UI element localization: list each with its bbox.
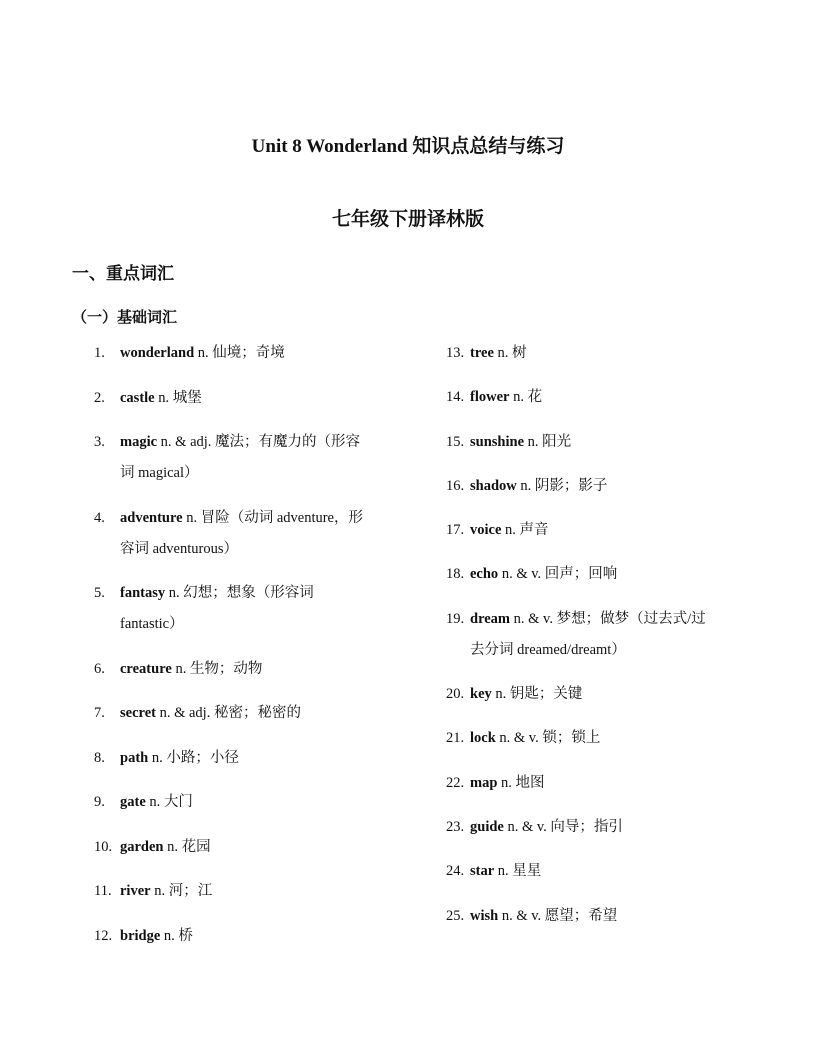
- vocab-number: 23.: [446, 818, 465, 835]
- vocab-definition: n. 花: [509, 389, 543, 406]
- vocab-item: [94, 338, 394, 369]
- vocab-word: key: [470, 686, 492, 703]
- vocab-column-right: [446, 338, 746, 945]
- vocab-item: [94, 654, 394, 685]
- vocab-definition: n. 幻想；想象（形容词: [165, 585, 314, 601]
- vocab-number: 6.: [94, 660, 105, 677]
- vocab-definition: n. 生物；动物: [171, 660, 263, 677]
- vocab-word: sunshine: [470, 433, 525, 450]
- vocab-word: magic: [120, 434, 158, 450]
- vocab-item: [94, 503, 394, 565]
- vocab-word: fantasy: [120, 585, 166, 601]
- vocab-definition: n. & v. 愿望；希望: [498, 907, 618, 924]
- vocab-number: 17.: [446, 522, 465, 539]
- vocab-definition: n. 阳光: [524, 433, 572, 450]
- vocab-definition: n. 树: [493, 345, 527, 361]
- vocab-number: 18.: [446, 566, 465, 583]
- vocab-number: 5.: [94, 585, 105, 601]
- vocab-definition: n. 仙境；奇境: [194, 345, 285, 361]
- vocab-item: [446, 856, 746, 887]
- vocab-item: [446, 471, 746, 502]
- section-heading: 一、重点词汇: [72, 264, 174, 283]
- vocab-number: 12.: [94, 927, 113, 944]
- vocab-item: [446, 427, 746, 458]
- vocab-number: 21.: [446, 730, 465, 747]
- vocab-number: 2.: [94, 389, 105, 406]
- vocab-word: secret: [120, 705, 156, 721]
- vocab-definition: n. 河；江: [150, 883, 213, 899]
- document-title: Unit 8 Wonderland 知识点总结与练习: [251, 136, 565, 157]
- vocab-number: 15.: [446, 433, 465, 450]
- vocab-word: voice: [470, 522, 502, 539]
- vocab-number: 22.: [446, 774, 465, 791]
- vocab-definition: n. & v. 梦想；做梦（过去式/过: [510, 610, 706, 627]
- vocab-number: 11.: [94, 883, 112, 899]
- vocab-item: [94, 876, 394, 907]
- vocab-word: map: [470, 774, 498, 791]
- vocab-item: [446, 812, 746, 843]
- vocab-number: 4.: [94, 509, 105, 526]
- vocab-item: [446, 901, 746, 932]
- vocab-definition: n. 冒险（动词 adventure，形: [182, 509, 363, 526]
- vocab-number: 8.: [94, 749, 105, 766]
- vocab-item: [446, 338, 746, 369]
- vocab-definition: n. 地图: [497, 774, 545, 791]
- vocab-word: dream: [470, 610, 511, 627]
- vocab-definition: n. 桥: [160, 927, 193, 944]
- vocab-number: 7.: [94, 705, 105, 721]
- vocab-definition-continued: 容词 adventurous）: [120, 540, 238, 557]
- vocab-item: [446, 679, 746, 710]
- vocab-definition: n. & v. 锁；锁上: [495, 730, 601, 747]
- vocab-definition: n. 阴影；影子: [516, 477, 608, 494]
- vocab-word: echo: [470, 566, 499, 583]
- vocab-definition: n. 小路；小径: [148, 749, 239, 766]
- vocab-word: river: [120, 883, 151, 899]
- vocab-item: [446, 723, 746, 754]
- vocab-definition: n. & adj. 魔法；有魔力的（形容: [157, 434, 361, 450]
- vocab-word: star: [470, 863, 495, 880]
- vocab-definition: n. 城堡: [154, 389, 202, 406]
- vocab-item: [94, 743, 394, 774]
- vocab-number: 24.: [446, 863, 465, 880]
- vocab-word: flower: [470, 389, 510, 406]
- vocab-number: 16.: [446, 477, 465, 494]
- vocab-column-left: [94, 338, 394, 965]
- vocab-definition: n. 大门: [145, 794, 193, 810]
- vocab-number: 25.: [446, 907, 465, 924]
- document-subtitle: 七年级下册译林版: [331, 209, 484, 230]
- vocab-definition: n. & v. 向导；指引: [503, 818, 623, 835]
- vocab-number: 13.: [446, 345, 465, 361]
- vocab-item: [446, 515, 746, 546]
- vocab-definition: n. 花园: [163, 838, 211, 855]
- vocab-word: wonderland: [120, 345, 195, 361]
- vocab-word: tree: [470, 345, 494, 361]
- vocab-word: lock: [470, 730, 496, 747]
- vocab-word: creature: [120, 660, 172, 677]
- vocab-word: castle: [120, 389, 155, 406]
- vocab-word: adventure: [120, 509, 183, 526]
- vocab-definition: n. & adj. 秘密；秘密的: [155, 705, 301, 721]
- vocab-definition-continued: 词 magical）: [120, 465, 199, 481]
- vocab-definition: n. 星星: [494, 863, 542, 880]
- vocab-number: 9.: [94, 794, 105, 810]
- vocab-number: 1.: [94, 345, 105, 361]
- vocab-item: [94, 698, 394, 729]
- vocab-item: [94, 787, 394, 818]
- vocab-word: path: [120, 749, 149, 766]
- vocab-word: bridge: [120, 927, 161, 944]
- vocab-number: 3.: [94, 434, 105, 450]
- vocab-definition: n. 声音: [501, 522, 549, 539]
- vocab-number: 14.: [446, 389, 465, 406]
- vocab-word: garden: [120, 838, 164, 855]
- vocab-item: [446, 382, 746, 413]
- vocab-word: guide: [470, 818, 504, 835]
- vocab-word: gate: [120, 794, 146, 810]
- vocab-item: [94, 427, 394, 489]
- subsection-heading: （一）基础词汇: [72, 310, 178, 326]
- vocab-item: [94, 921, 394, 952]
- vocab-number: 19.: [446, 610, 465, 627]
- vocab-word: shadow: [470, 477, 517, 494]
- vocab-item: [446, 559, 746, 590]
- vocab-definition-continued: 去分词 dreamed/dreamt）: [470, 641, 626, 658]
- vocab-word: wish: [470, 907, 499, 924]
- vocab-item: [94, 383, 394, 414]
- vocab-definition: n. 钥匙；关键: [491, 686, 583, 703]
- vocab-definition-continued: fantastic）: [120, 616, 184, 632]
- vocab-item: [446, 768, 746, 799]
- vocab-definition: n. & v. 回声；回响: [498, 566, 618, 583]
- vocab-item: [94, 578, 394, 640]
- vocab-number: 10.: [94, 838, 113, 855]
- vocab-item: [94, 832, 394, 863]
- vocab-number: 20.: [446, 686, 465, 703]
- vocab-item: [446, 604, 746, 666]
